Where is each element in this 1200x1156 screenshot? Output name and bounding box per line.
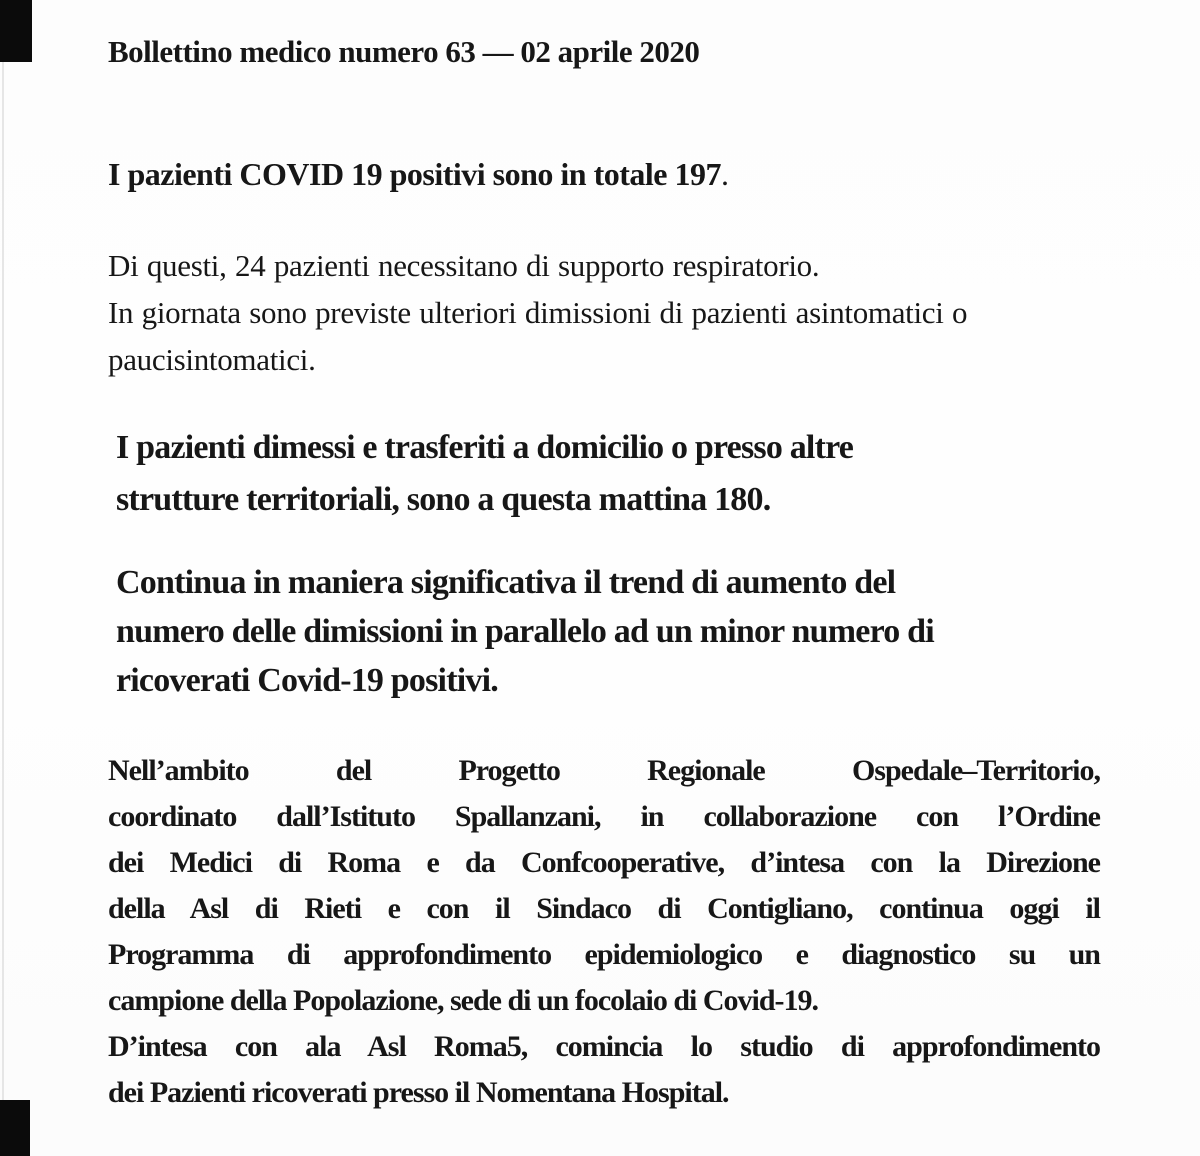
paragraph-line: della Asl di Rieti e con il Sindaco di Contigliano, continua oggi il [108, 892, 1100, 925]
total-positives-period: . [720, 156, 729, 192]
paragraph-line: Programma di approfondimento epidemiologico e diagnostico su un [108, 938, 1100, 971]
paragraph-line: dei Medici di Roma e da Confcooperative, d’intesa con la Direzione [108, 846, 1100, 879]
scan-artifact-bottom-left [0, 1100, 30, 1156]
total-positives-text: I pazienti COVID 19 positivi sono in totale 197 [108, 156, 721, 192]
paragraph-line: Continua in maniera significativa il trend di aumento del [116, 564, 896, 601]
paragraph-line: coordinato dall’Istituto Spallanzani, in collaborazione con l’Ordine [108, 800, 1100, 833]
paragraph-line: paucisintomatici. [108, 342, 316, 377]
scan-artifact-top-left [0, 0, 32, 62]
paragraph-line: Nell’ambito del Progetto Regionale Ospedale–Territorio, [108, 754, 1100, 787]
discharge-trend-paragraph [116, 558, 934, 705]
paragraph-line: numero delle dimissioni in parallelo ad un minor numero di [116, 613, 934, 650]
paragraph-line: I pazienti dimessi e trasferiti a domicilio o presso altre [116, 429, 854, 466]
regional-project-paragraph [108, 748, 1100, 1024]
paragraph-line: dei Pazienti ricoverati presso il Nomentana Hospital. [108, 1076, 729, 1109]
paragraph-line: D’intesa con ala Asl Roma5, comincia lo studio di approfondimento [108, 1030, 1100, 1063]
respiratory-support-paragraph [108, 242, 967, 383]
discharged-patients-paragraph [116, 422, 853, 526]
paragraph-line: strutture territoriali, sono a questa mattina 180. [116, 481, 771, 518]
paragraph-line: campione della Popolazione, sede di un focolaio di Covid-19. [108, 984, 819, 1017]
regional-project-section [108, 748, 1100, 1116]
roma5-study-paragraph [108, 1024, 1100, 1116]
scan-edge-line [2, 0, 4, 1156]
paragraph-line: In giornata sono previste ulteriori dimissioni di pazienti asintomatici o [108, 295, 968, 330]
paragraph-line: ricoverati Covid-19 positivi. [116, 662, 498, 699]
bulletin-title: Bollettino medico numero 63 — 02 aprile 2020 [108, 34, 700, 69]
paragraph-line: Di questi, 24 pazienti necessitano di supporto respiratorio. [108, 248, 820, 283]
total-positives-headline [108, 156, 728, 193]
